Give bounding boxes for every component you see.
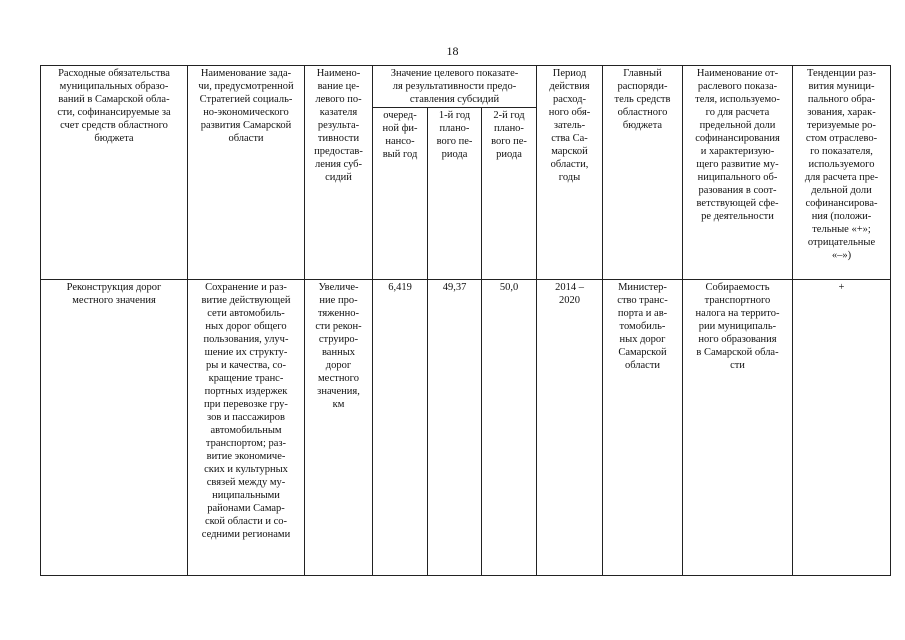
header-plan-year-2: 2-й год плано- вого пе- риода [482, 108, 537, 280]
page-number: 18 [446, 44, 459, 58]
header-task: Наименование зада- чи, предусмотренной Стратегией социаль- но-экономического развития Самарской области [188, 66, 305, 280]
subsidy-table [40, 65, 891, 576]
header-obligations: Расходные обязательства муниципальных образо- ваний в Самарской обла- сти, софинансируемые за счет средств областного бюджета [41, 66, 188, 280]
header-current-year: очеред- ной фи- нансо- вый год [373, 108, 428, 280]
row-indicator: Увеличе- ние про- тяженно- сти рекон- струиро- ванных дорог местного значения, км [305, 280, 373, 576]
row-value-year2: 50,0 [482, 280, 537, 576]
row-value-current: 6,419 [373, 280, 428, 576]
row-obligation: Реконструкция дорог местного значения [41, 280, 188, 576]
header-trend: Тенденции раз- вития муници- пального обра- зования, харак- теризуемые ро- стом отраслево- го показателя, используемого для расчета пре- дельной доли софинансирова- ния (положи- тельные «+»; отрицательные «–») [793, 66, 891, 280]
row-value-year1: 49,37 [428, 280, 482, 576]
row-manager: Министер- ство транс- порта и ав- томобиль- ных дорог Самарской области [603, 280, 683, 576]
header-manager: Главный распоряди- тель средств областного бюджета [603, 66, 683, 280]
row-trend: + [793, 280, 891, 576]
header-row-1 [41, 66, 891, 108]
row-sector-indicator: Собираемость транспортного налога на террито- рии муниципаль- ного образования в Самарской обла- сти [683, 280, 793, 576]
header-plan-year-1: 1-й год плано- вого пе- риода [428, 108, 482, 280]
row-period: 2014 – 2020 [537, 280, 603, 576]
header-sector-indicator: Наименование от- раслевого показа- теля, используемо- го для расчета предельной доли софинансирования и характеризую- щего развитие му- ниципального об- разования в соот- ветствующей сфе- ре деятельности [683, 66, 793, 280]
header-indicator: Наимено- вание це- левого по- казателя результа- тивности предостав- ления суб- сидий [305, 66, 373, 280]
table-row [41, 280, 891, 576]
header-period: Период действия расход- ного обя- затель- ства Са- марской области, годы [537, 66, 603, 280]
row-task: Сохранение и раз- витие действующей сети автомобиль- ных дорог общего пользования, улуч- шение их структу- ры и качества, со- кращение транс- портных издержек при перевозке гру- зов и пассажиров автомобильным транспортом; раз- витие экономиче- ских и культурных связей между му- ниципальными районами Самар- ской области и со- седними регионами [188, 280, 305, 576]
header-indicator-values: Значение целевого показате- ля результативности предо- ставления субсидий [373, 66, 537, 108]
